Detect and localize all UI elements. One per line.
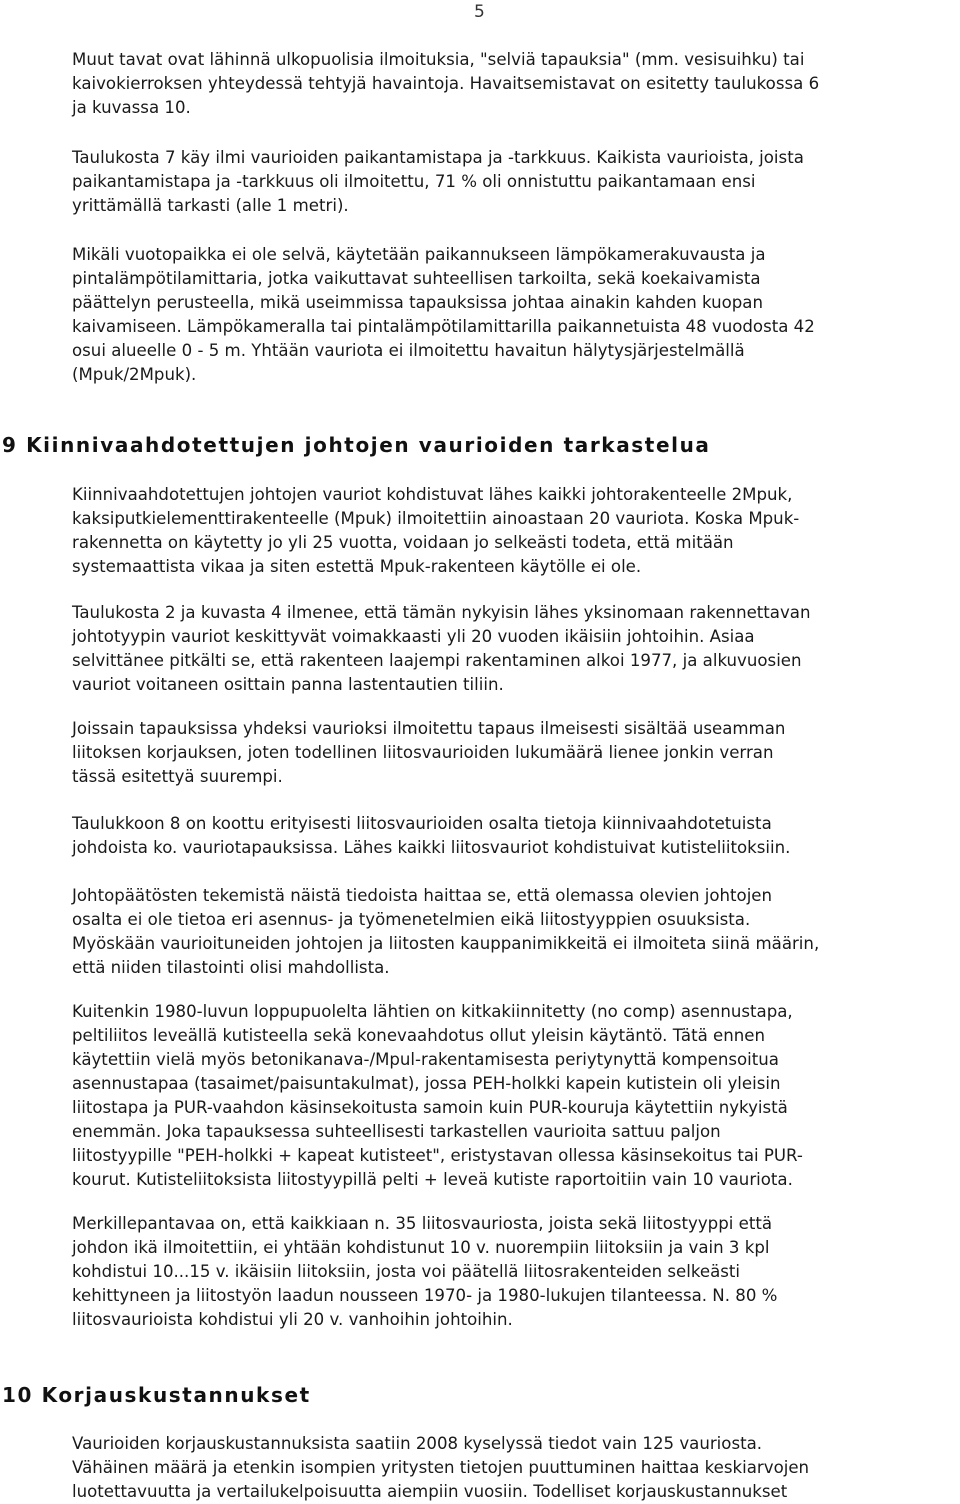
intro-paragraph-1: Muut tavat ovat lähinnä ulkopuolisia ilmoituksia, "selviä tapauksia" (mm. vesisuihku) tai kaivokierroksen yhteydessä tehtyjä havaintoja. Havaitsemistavat on esitetty taulukossa 6 ja kuvassa 10. [72,50,820,117]
section-9-paragraph-5: Johtopäätösten tekemistä näistä tiedoista haittaa se, että olemassa olevien johtojen osalta ei ole tietoa eri asennus- ja työmenetelmien eikä liitostyyppien osuuksista. Myöskään vaurioituneiden johtojen ja liitosten kauppanimikkeitä ei ilmoiteta siinä määrin, että niiden tilastointi olisi mahdollista. [72,886,820,977]
section-9-paragraph-6: Kuitenkin 1980-luvun loppupuolelta lähtien on kitkakiinnitetty (no comp) asennustapa, peltiliitos leveällä kutisteella sekä konevaahdotus ollut yleisin käytäntö. Tätä ennen käytettiin vielä myös betonikanava-/Mpul-rakentamisesta periytynyttä kompensoitua asennustapaa (tasaimet/paisuntakulmat), jossa PEH-holkki kapein kutistein oli yleisin liitostapa ja PUR-vaahdon käsinsekoitusta samoin kuin PUR-kouruja käytettiin nykyistä enemmän. Joka tapauksessa suhteellisesti tarkastellen vaurioita sattuu paljon liitostyypille "PEH-holkki + kapeat kutisteet", eristystavan ollessa käsinsekoitus tai PUR- kourut. Kutisteliitoksista liitostyypillä pelti + leveä kutiste raportoitiin vain 10 vauriota. [72,1002,803,1189]
intro-paragraph-3: Mikäli vuotopaikka ei ole selvä, käytetään paikannukseen lämpökamerakuvausta ja pintalämpötilamittaria, jotka vaikuttavat suhteellisen tarkoilta, sekä koekaivamista päättelyn perusteella, mikä useimmissa tapauksissa johtaa ainakin kahden kuopan kaivamiseen. Lämpökameralla tai pintalämpötilamittarilla paikannetuista 48 vuodosta 42 osui alueelle 0 - 5 m. Yhtään vauriota ei ilmoitettu havaitun hälytysjärjestelmällä (Mpuk/2Mpuk). [72,245,815,384]
section-9-paragraph-1: Kiinnivaahdotettujen johtojen vauriot kohdistuvat lähes kaikki johtorakenteelle 2Mpuk, kaksiputkielementtirakenteelle (Mpuk) ilmoitettiin ainoastaan 20 vauriota. Koska Mpuk- rakennetta on käytetty jo yli 25 vuotta, voidaan jo selkeästi todeta, että mitään systemaattista vikaa ja siten estettä Mpuk-rakenteen käytölle ei ole. [72,485,800,576]
section-9-paragraph-4: Taulukkoon 8 on koottu erityisesti liitosvaurioiden osalta tietoja kiinnivaahdotetuista johdoista ko. vauriotapauksissa. Lähes kaikki liitosvauriot kohdistuivat kutisteliitoksiin. [72,814,791,857]
intro-paragraph-2: Taulukosta 7 käy ilmi vaurioiden paikantamistapa ja -tarkkuus. Kaikista vaurioista, joista paikantamistapa ja -tarkkuus oli ilmoitettu, 71 % oli onnistuttu paikantamaan ensi yrittämällä tarkasti (alle 1 metri). [72,148,804,215]
section-9-paragraph-2: Taulukosta 2 ja kuvasta 4 ilmenee, että tämän nykyisin lähes yksinomaan rakennettavan johtotyypin vauriot keskittyvät voimakkaasti yli 20 vuoden ikäisiin johtoihin. Asiaa selvittänee pitkälti se, että rakenteen laajempi rakentaminen alkoi 1977, ja alkuvuosien vauriot voitaneen osittain panna lastentautien tiliin. [72,603,811,694]
section-10-paragraph-1: Vaurioiden korjauskustannuksista saatiin 2008 kyselyssä tiedot vain 125 vauriosta. Vähäinen määrä ja etenkin isompien yritysten tietojen puuttuminen haittaa keskiarvojen luotettavuutta ja vertailukelpoisuutta aiempiin vuosiin. Todelliset korjauskustannukset [72,1434,810,1501]
section-10-heading: 10 Korjauskustannukset [2,1383,311,1407]
section-9-paragraph-3: Joissain tapauksissa yhdeksi vaurioksi ilmoitettu tapaus ilmeisesti sisältää useamman liitoksen korjauksen, joten todellinen liitosvaurioiden lukumäärä lienee jonkin verran tässä esitettyä suurempi. [72,719,786,786]
section-9-paragraph-7: Merkillepantavaa on, että kaikkiaan n. 35 liitosvauriosta, joista sekä liitostyyppi että johdon ikä ilmoitettiin, ei yhtään kohdistunut 10 v. nuorempiin liitoksiin ja vain 3 kpl kohdistui 10...15 v. ikäisiin liitoksiin, josta voi päätellä liitosrakenteiden selkeästi kehittyneen ja liitostyön laadun nousseen 1970- ja 1980-lukujen tilanteessa. N. 80 % liitosvaurioista kohdistui yli 20 v. vanhoihin johtoihin. [72,1214,778,1329]
page-number: 5 [474,2,485,22]
section-9-heading: 9 Kiinnivaahdotettujen johtojen vaurioiden tarkastelua [2,433,711,457]
